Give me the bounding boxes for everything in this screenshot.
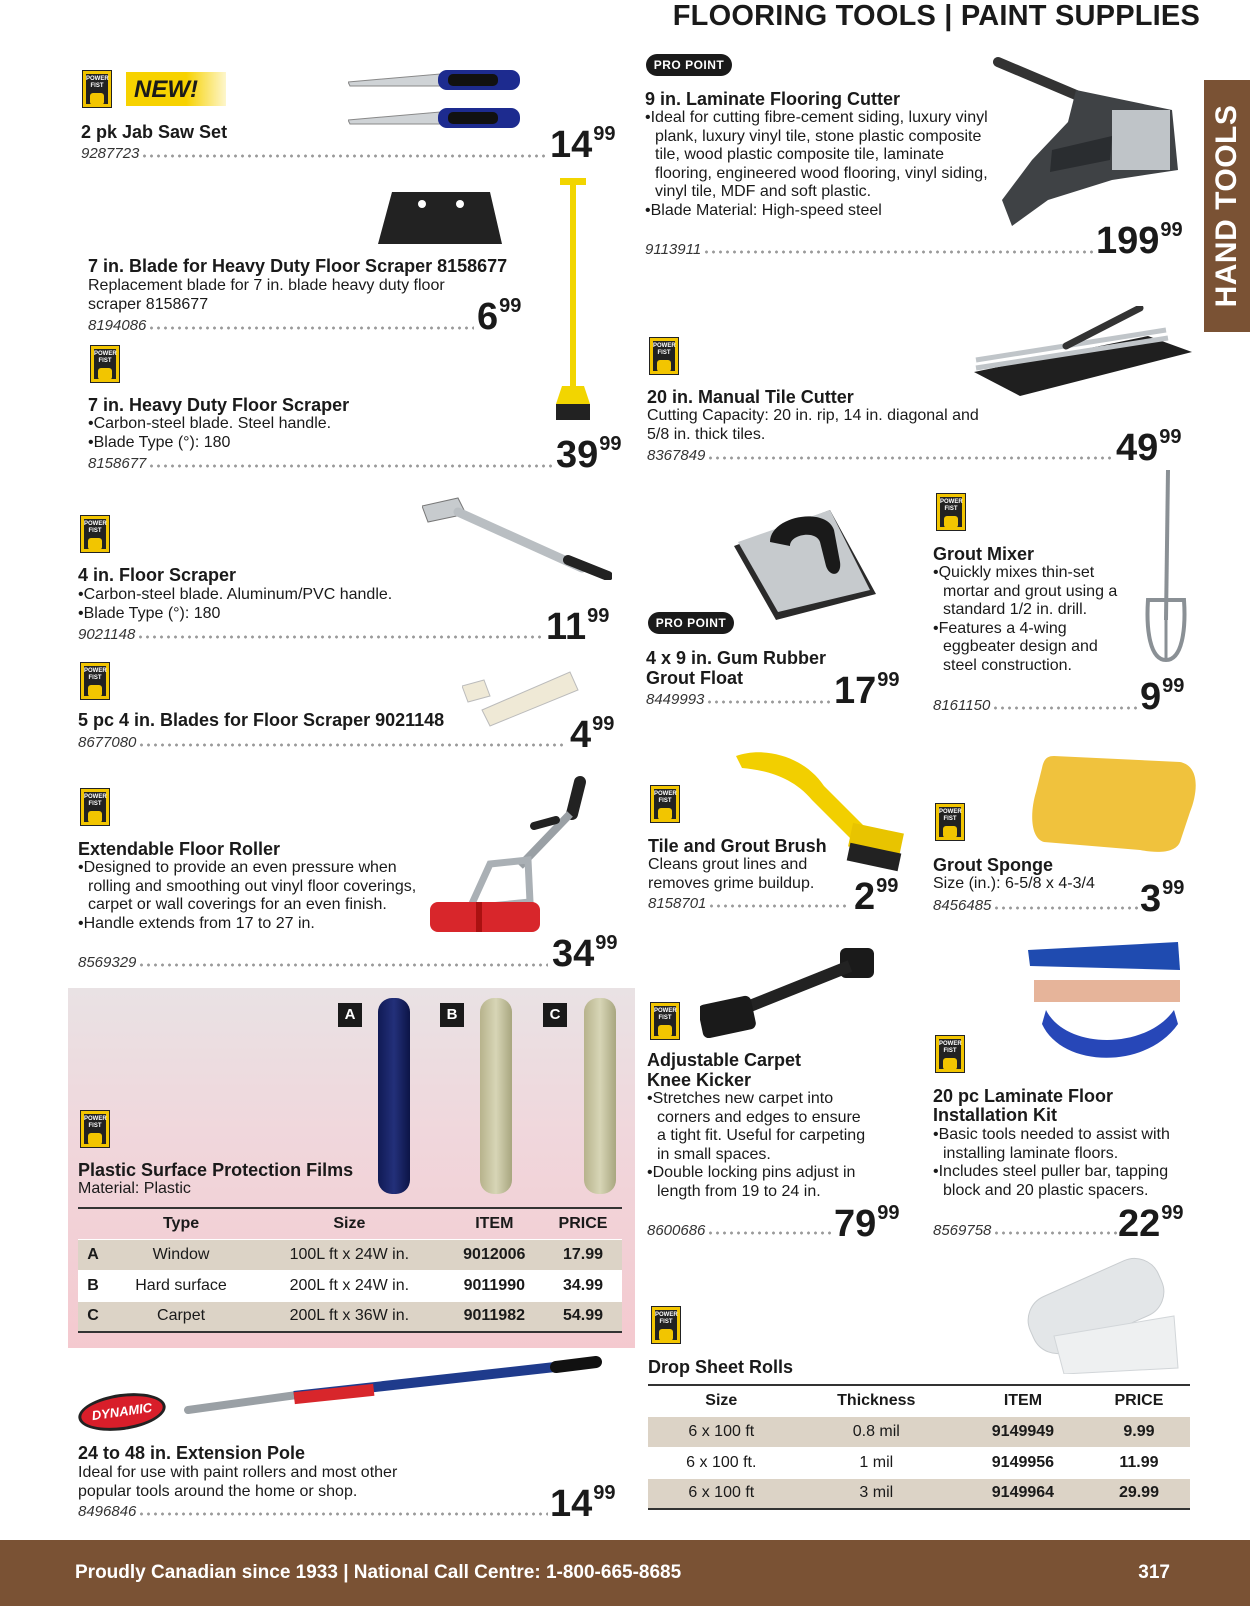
price: $39^{99}$ <box>556 433 622 476</box>
footer-contact[interactable]: Proudly Canadian since 1933 | National Call Centre: 1-800-665-8685 <box>75 1562 682 1583</box>
install-kit-image <box>1026 940 1184 1066</box>
row-letter: A <box>78 1239 108 1270</box>
product-bullets: •Designed to provide an even pressure when rolling and smoothing out vinyl floor coverings, carpet or wall coverings for an even finish. •Handle extends from 17 to 27 in. <box>78 859 417 932</box>
product-bullets: •Quickly mixes thin-set mortar and grout using a standard 1/2 in. drill. •Features a 4-wing eggbeater design and steel construction. <box>933 564 1118 674</box>
cell-price: 9.99 <box>1088 1416 1190 1447</box>
films-table <box>78 1207 622 1333</box>
product-title[interactable]: 7 in. Blade for Heavy Duty Floor Scraper 8158677 <box>88 256 508 276</box>
sku-line <box>648 894 848 912</box>
table-row[interactable] <box>78 1270 622 1301</box>
price: $3^{99}$ <box>1140 877 1185 920</box>
table-header: ITEM <box>958 1385 1088 1416</box>
power-fist-logo: POWER FIST <box>651 1306 681 1344</box>
table-row[interactable] <box>78 1239 622 1270</box>
sku-line <box>647 446 1113 464</box>
cell-item: 9012006 <box>445 1239 544 1270</box>
product-bullets: •Ideal for cutting fibre-cement siding, luxury vinyl plank, luxury vinyl tile, stone plastic composite tile, wood plastic composite tile, laminate flooring, engineered wood flooring, vinyl siding, vinyl tile, MDF and soft plastic. •Blade Material: High-speed steel <box>645 109 988 219</box>
sku: 9021148 <box>78 626 136 643</box>
cell-size: 6 x 100 ft. <box>648 1447 795 1478</box>
cell-thickness: 0.8 mil <box>795 1416 958 1447</box>
product-title[interactable]: 7 in. Heavy Duty Floor Scraper <box>88 395 350 415</box>
sku-line <box>647 1221 831 1239</box>
cell-item: 9149949 <box>958 1416 1088 1447</box>
price: $9^{99}$ <box>1140 675 1185 718</box>
table-row[interactable] <box>648 1447 1190 1478</box>
sku-line <box>933 896 1139 914</box>
product-title[interactable]: 9 in. Laminate Flooring Cutter <box>645 89 901 109</box>
product-description: Ideal for use with paint rollers and most other popular tools around the home or shop. <box>78 1464 398 1500</box>
product-description: Cutting Capacity: 20 in. rip, 14 in. diagonal and 5/8 in. thick tiles. <box>647 407 979 443</box>
jab-saw-image <box>348 66 523 138</box>
product-description: Size (in.): 6-5/8 x 4-3/4 <box>933 875 1095 892</box>
product-bullets: •Basic tools needed to assist with installing laminate floors. •Includes steel puller bar, tapping block and 20 plastic spacers. <box>933 1126 1170 1199</box>
cell-size: 200L ft x 36W in. <box>254 1301 445 1332</box>
sku-line <box>81 144 546 162</box>
product-title[interactable]: Tile and Grout Brush <box>648 836 827 856</box>
heavy-duty-scraper-image <box>552 178 596 426</box>
drop-sheet-image <box>1024 1256 1180 1374</box>
sku-line <box>933 696 1139 714</box>
product-title[interactable]: Grout Mixer <box>933 544 1035 564</box>
product-title[interactable]: 4 x 9 in. Gum Rubber <box>646 648 827 668</box>
product-title[interactable]: Adjustable Carpet <box>647 1050 802 1070</box>
product-description: Replacement blade for 7 in. blade heavy duty floor scraper 8158677 <box>88 277 445 313</box>
sku: 8161150 <box>933 697 991 714</box>
cell-size: 6 x 100 ft <box>648 1416 795 1447</box>
table-row[interactable] <box>78 1301 622 1332</box>
product-title[interactable]: 5 pc 4 in. Blades for Floor Scraper 9021148 <box>78 710 445 730</box>
product-title[interactable]: 4 in. Floor Scraper <box>78 565 237 585</box>
dynamic-logo: DYNAMIC <box>76 1388 168 1436</box>
new-badge: NEW! <box>126 72 226 106</box>
price: $49^{99}$ <box>1116 426 1182 469</box>
price: $14^{99}$ <box>550 123 616 166</box>
power-fist-logo: POWER FIST <box>935 1035 965 1073</box>
table-header: ITEM <box>445 1208 544 1239</box>
laminate-cutter-image <box>992 50 1188 226</box>
scraper-blade-image <box>378 190 504 246</box>
page-number: 317 <box>1138 1562 1170 1583</box>
sku-line <box>78 1502 548 1520</box>
cell-price: 29.99 <box>1088 1478 1190 1509</box>
sku-line <box>933 1221 1117 1239</box>
power-fist-logo: POWER FIST <box>936 493 966 531</box>
film-roll-b <box>480 998 512 1194</box>
product-material: Material: Plastic <box>78 1180 191 1197</box>
sku: 8496846 <box>78 1503 137 1520</box>
cell-size: 100L ft x 24W in. <box>254 1239 445 1270</box>
section-tab[interactable] <box>1204 80 1250 332</box>
sku-line <box>646 690 832 708</box>
sku: 8194086 <box>88 317 147 334</box>
floor-scraper-image <box>422 496 612 580</box>
sku-line <box>78 953 548 971</box>
table-header: Type <box>108 1208 254 1239</box>
cell-size: 6 x 100 ft <box>648 1478 795 1509</box>
price: $6^{99}$ <box>477 295 522 338</box>
film-letter-c: C <box>543 1003 567 1027</box>
power-fist-logo: POWER FIST <box>90 345 120 383</box>
product-bullets: •Carbon-steel blade. Steel handle. •Blade Type (°): 180 <box>88 415 332 451</box>
product-bullets: •Carbon-steel blade. Aluminum/PVC handle. •Blade Type (°): 180 <box>78 586 393 622</box>
power-fist-logo: POWER FIST <box>80 662 110 700</box>
product-title[interactable]: 20 pc Laminate Floor <box>933 1086 1114 1106</box>
sku: 9287723 <box>81 145 140 162</box>
price: $11^{99}$ <box>546 605 610 648</box>
section-tab-label: HAND TOOLS <box>1210 104 1243 308</box>
cell-item: 9149956 <box>958 1447 1088 1478</box>
product-title[interactable]: 2 pk Jab Saw Set <box>81 122 228 142</box>
table-row[interactable] <box>648 1416 1190 1447</box>
cell-item: 9011990 <box>445 1270 544 1301</box>
cell-thickness: 1 mil <box>795 1447 958 1478</box>
cell-item: 9011982 <box>445 1301 544 1332</box>
film-letter-b: B <box>440 1003 464 1027</box>
scraper-blades-image <box>462 668 580 730</box>
cell-price: 17.99 <box>544 1239 622 1270</box>
grout-float-image <box>730 506 880 622</box>
power-fist-logo: POWER FIST <box>80 515 110 553</box>
table-header: Size <box>648 1385 795 1416</box>
film-letter-a: A <box>338 1003 362 1027</box>
sku: 8677080 <box>78 734 137 751</box>
power-fist-logo: POWER FIST <box>80 1110 110 1148</box>
table-header: PRICE <box>1088 1385 1190 1416</box>
sku: 8569329 <box>78 954 137 971</box>
power-fist-logo: POWER FIST <box>649 337 679 375</box>
pro-point-logo: PRO POINT <box>646 54 732 76</box>
price: $2^{99}$ <box>854 875 899 918</box>
product-title[interactable]: 24 to 48 in. Extension Pole <box>78 1443 306 1463</box>
power-fist-logo: POWER FIST <box>650 1002 680 1040</box>
pro-point-logo: PRO POINT <box>648 612 734 634</box>
cell-type: Carpet <box>108 1301 254 1332</box>
sku-line <box>78 625 544 643</box>
power-fist-logo: POWER FIST <box>80 788 110 826</box>
sku-line <box>88 316 474 334</box>
sku: 8600686 <box>647 1222 706 1239</box>
cell-price: 54.99 <box>544 1301 622 1332</box>
price: $4^{99}$ <box>570 713 615 756</box>
price: $17^{99}$ <box>834 669 900 712</box>
price: $22^{99}$ <box>1118 1202 1184 1245</box>
cell-price: 34.99 <box>544 1270 622 1301</box>
product-title[interactable]: Extendable Floor Roller <box>78 839 281 859</box>
price: $34^{99}$ <box>552 932 618 975</box>
sku: 9113911 <box>645 241 702 258</box>
tile-cutter-image <box>970 306 1196 402</box>
price: $199^{99}$ <box>1096 219 1183 262</box>
product-title[interactable]: Installation Kit <box>933 1105 1058 1125</box>
sku: 8456485 <box>933 897 992 914</box>
sku: 8449993 <box>646 691 705 708</box>
row-letter: B <box>78 1270 108 1301</box>
sku-line <box>78 733 566 751</box>
product-title[interactable]: Drop Sheet Rolls <box>648 1357 794 1377</box>
sku-line <box>645 240 1095 258</box>
grout-sponge-image <box>1030 752 1200 854</box>
knee-kicker-image <box>700 944 878 1038</box>
row-letter: C <box>78 1301 108 1332</box>
sku: 8367849 <box>647 447 706 464</box>
sku: 8569758 <box>933 1222 992 1239</box>
footer <box>0 1540 1250 1606</box>
price: $79^{99}$ <box>834 1202 900 1245</box>
product-title[interactable]: 20 in. Manual Tile Cutter <box>647 387 854 407</box>
table-header: Thickness <box>795 1385 958 1416</box>
cell-thickness: 3 mil <box>795 1478 958 1509</box>
sku: 8158701 <box>648 895 707 912</box>
product-title[interactable]: Plastic Surface Protection Films <box>78 1160 354 1180</box>
cell-price: 11.99 <box>1088 1447 1190 1478</box>
product-title[interactable]: Grout Sponge <box>933 855 1053 875</box>
product-title[interactable]: Knee Kicker <box>647 1070 752 1090</box>
floor-roller-image <box>430 774 610 958</box>
cell-size: 200L ft x 24W in. <box>254 1270 445 1301</box>
product-bullets: •Stretches new carpet into corners and edges to ensure a tight fit. Useful for carpeting in small spaces. •Double locking pins adjust in length from 19 to 24 in. <box>647 1090 866 1200</box>
film-roll-c <box>584 998 616 1194</box>
table-header <box>78 1208 108 1239</box>
grout-mixer-image <box>1142 470 1188 664</box>
product-description: Cleans grout lines and removes grime buildup. <box>648 856 815 892</box>
power-fist-logo: POWER FIST <box>935 803 965 841</box>
table-header: Size <box>254 1208 445 1239</box>
drop-sheet-table <box>648 1384 1190 1510</box>
table-row[interactable] <box>648 1478 1190 1509</box>
table-header: PRICE <box>544 1208 622 1239</box>
film-roll-a <box>378 998 410 1194</box>
product-title[interactable]: Grout Float <box>646 668 743 688</box>
cell-item: 9149964 <box>958 1478 1088 1509</box>
power-fist-logo: POWER FIST <box>650 785 680 823</box>
extension-pole-image <box>184 1356 604 1418</box>
page-title: FLOORING TOOLS | PAINT SUPPLIES <box>672 0 1200 32</box>
sku: 8158677 <box>88 455 147 472</box>
sku-line <box>88 454 554 472</box>
power-fist-logo: POWER FIST <box>82 70 112 108</box>
cell-type: Window <box>108 1239 254 1270</box>
cell-type: Hard surface <box>108 1270 254 1301</box>
price: $14^{99}$ <box>550 1482 616 1525</box>
